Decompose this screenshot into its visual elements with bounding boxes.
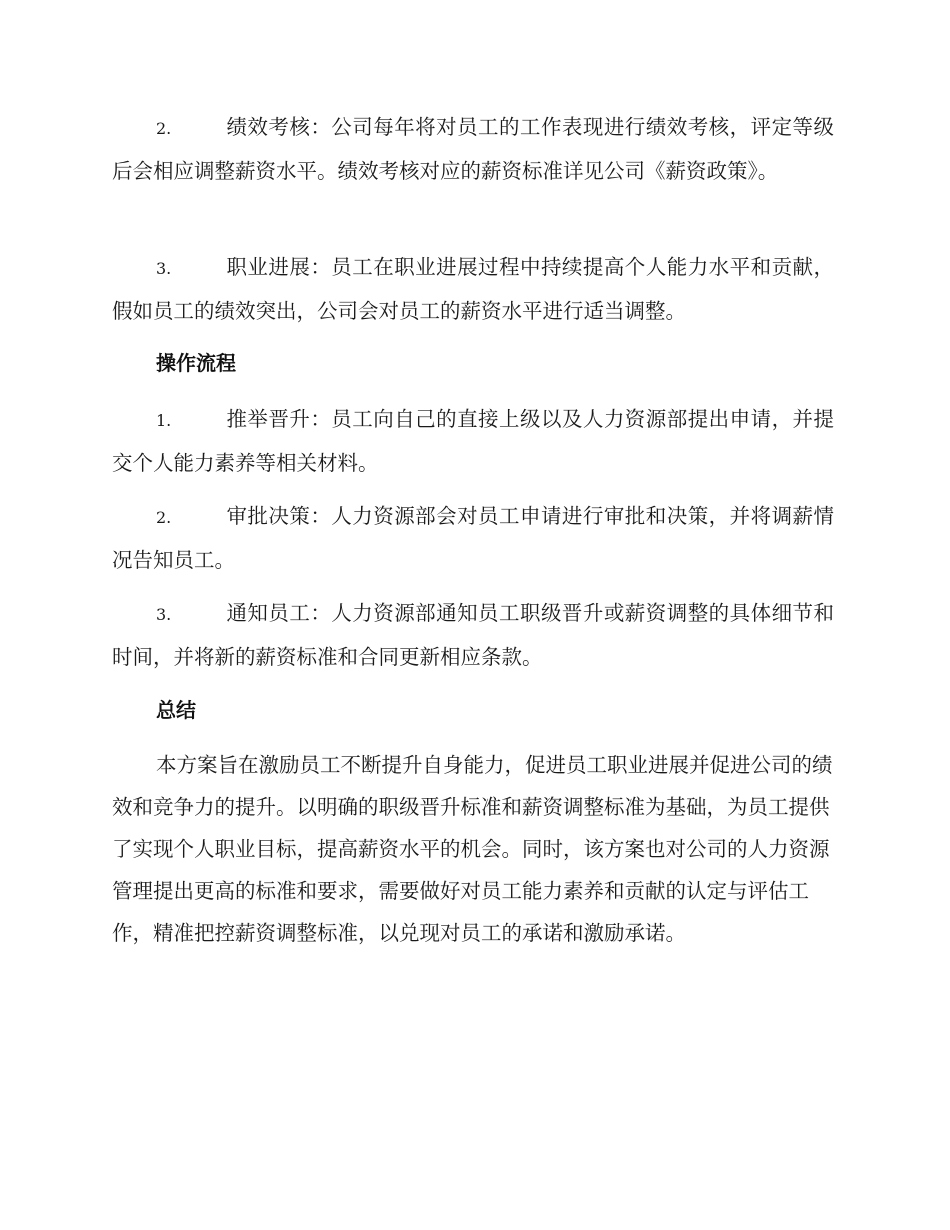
list-item-text: 推举晋升：员工向自己的直接上级以及人力资源部提出申请，并提交个人能力素养等相关材料。 bbox=[112, 407, 834, 475]
list-item-text: 绩效考核：公司每年将对员工的工作表现进行绩效考核，评定等级后会相应调整薪资水平。绩效考核对应的薪资标准详见公司《薪资政策》。 bbox=[112, 115, 834, 183]
list-item-number: 2. bbox=[156, 119, 172, 138]
list-item bbox=[112, 495, 834, 581]
list-item-number: 1. bbox=[156, 411, 172, 430]
list-item bbox=[112, 592, 834, 678]
list-item bbox=[112, 398, 834, 484]
list-item-text: 审批决策：人力资源部会对员工申请进行审批和决策，并将调薪情况告知员工。 bbox=[112, 504, 834, 572]
section-heading-process: 操作流程 bbox=[156, 351, 236, 375]
summary-paragraph: 本方案旨在激励员工不断提升自身能力，促进员工职业进展并促进公司的绩效和竞争力的提升。以明确的职级晋升标准和薪资调整标准为基础，为员工提供了实现个人职业目标，提高薪资水平的机会。同时，该方案也对公司的人力资源管理提出更高的标准和要求，需要做好对员工能力素养和贡献的认定与评估工作，精准把控薪资调整标准，以兑现对员工的承诺和激励承诺。 bbox=[112, 753, 833, 945]
list-item-number: 3. bbox=[156, 259, 172, 278]
list-item-text: 通知员工：人力资源部通知员工职级晋升或薪资调整的具体细节和时间，并将新的薪资标准和合同更新相应条款。 bbox=[112, 601, 834, 669]
list-item-number: 2. bbox=[156, 508, 172, 527]
section-heading-summary: 总结 bbox=[156, 698, 196, 722]
list-item-text: 职业进展：员工在职业进展过程中持续提高个人能力水平和贡献，假如员工的绩效突出，公司会对员工的薪资水平进行适当调整。 bbox=[112, 255, 834, 323]
list-item bbox=[112, 106, 834, 192]
list-item-number: 3. bbox=[156, 605, 172, 624]
list-item bbox=[112, 246, 834, 332]
